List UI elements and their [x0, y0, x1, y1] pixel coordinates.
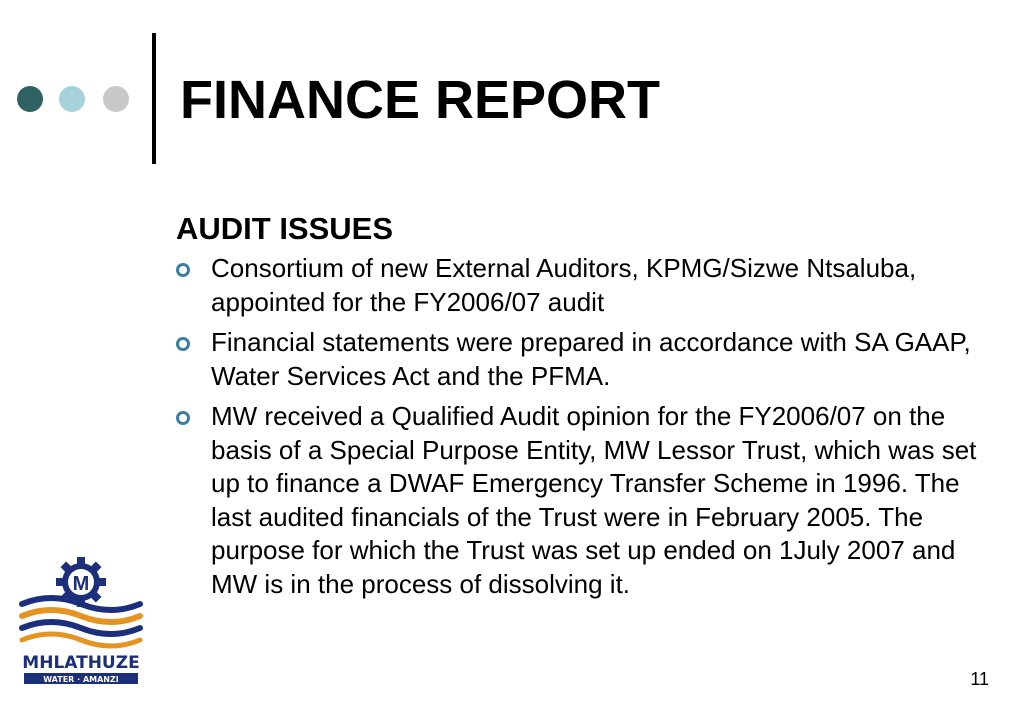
list-item — [176, 326, 996, 393]
logo-name: MHLATHUZE — [22, 653, 140, 673]
mhlathuze-logo — [18, 556, 144, 686]
bullet-text: MW received a Qualified Audit opinion for the FY2006/07 on the basis of a Special Purpose Entity, MW Lessor Trust, which was set up to finance a DWAF Emergency Transfer Scheme in 1996. The last audited financials of the Trust were in February 2005. The purpose for which the Trust was set up ended on 1July 2007 and MW is in the process of dissolving it. — [211, 401, 977, 599]
decor-dot-light-icon — [59, 86, 85, 112]
slide-title: FINANCE REPORT — [180, 70, 661, 130]
bullet-list — [176, 252, 996, 601]
title-divider — [152, 33, 156, 164]
waves-icon — [22, 598, 140, 646]
slide-content — [176, 210, 996, 608]
bullet-ring-icon — [176, 337, 190, 351]
bullet-text: Financial statements were prepared in accordance with SA GAAP, Water Services Act and the PFMA. — [211, 327, 971, 391]
bullet-text: Consortium of new External Auditors, KPMG/Sizwe Ntsaluba, appointed for the FY2006/07 audit — [211, 253, 917, 317]
page-number: 11 — [970, 669, 989, 689]
bullet-ring-icon — [176, 263, 190, 277]
bullet-ring-icon — [176, 411, 190, 425]
logo-letter: M — [72, 573, 90, 595]
list-item — [176, 400, 996, 601]
section-heading: AUDIT ISSUES — [176, 211, 394, 246]
logo-tagline: WATER · AMANZI — [43, 675, 119, 684]
decor-dot-dark-icon — [17, 86, 43, 112]
list-item — [176, 252, 996, 319]
decor-dot-grey-icon — [103, 86, 129, 112]
